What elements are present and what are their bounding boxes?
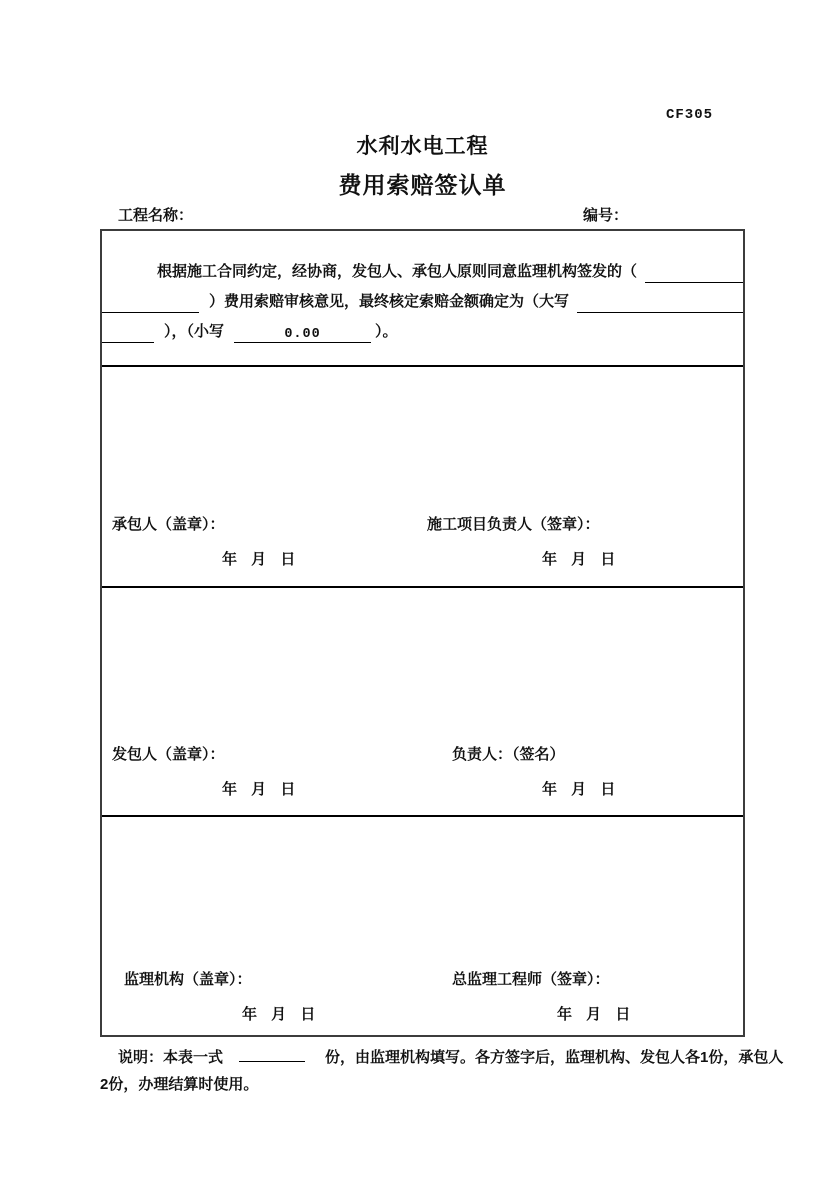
form-note [100,1044,784,1098]
form-code: CF305 [666,107,714,123]
construction-project-manager-signature-label: 施工项目负责人（签章）： [427,516,600,533]
agreement-line-2 [102,291,743,313]
construction-project-manager-date-field[interactable]: 年 月 日 [542,551,616,568]
contractor-seal-label: 承包人（盖章）： [112,516,225,533]
note-line-1 [100,1044,784,1071]
section-employer-signature [102,588,743,817]
project-name-label: 工程名称： [118,207,194,224]
section-contractor-signature [102,367,743,588]
section-agreement [102,231,743,367]
amount-lowercase-field[interactable] [234,322,371,343]
note-line-2: 2份，办理结算时使用。 [100,1076,259,1093]
employer-seal-label: 发包人（盖章）： [112,746,225,763]
chief-supervision-engineer-date-field[interactable]: 年 月 日 [557,1006,631,1023]
agreement-line-3 [102,321,743,343]
agreement-line3-suffix: ）。 [375,323,398,340]
supervision-organization-seal-label: 监理机构（盖章）： [124,971,252,988]
claim-doc-number-field[interactable] [645,262,743,283]
note-suffix-text: 份，由监理机构填写。各方签字后，监理机构、发包人各1份，承包人 [325,1049,784,1066]
contractor-date-field[interactable]: 年 月 日 [222,551,296,568]
chief-supervision-engineer-signature-label: 总监理工程师（签章）： [452,971,610,988]
claim-doc-number-field-continued[interactable] [102,292,199,313]
responsible-person-date-field[interactable]: 年 月 日 [542,781,616,798]
form-table [100,229,745,1037]
employer-date-field[interactable]: 年 月 日 [222,781,296,798]
document-title-line1: 水利水电工程 [356,135,489,158]
supervision-organization-date-field[interactable]: 年 月 日 [242,1006,316,1023]
agreement-line3-prefix: ），（小写 [164,323,225,340]
section-supervisor-signature [102,817,743,1033]
amount-uppercase-field[interactable] [577,292,743,313]
agreement-line2-text: ）费用索赔审核意见，最终核定索赔金额确定为（大写 [209,293,570,310]
document-title-line2: 费用索赔签认单 [338,172,507,198]
responsible-person-signature-label: 负责人：（签名） [452,746,565,763]
form-number-label: 编号： [583,207,629,224]
amount-uppercase-field-continued[interactable] [102,322,154,343]
note-prefix-text: 说明：本表一式 [118,1049,224,1066]
copies-count-field[interactable] [239,1045,305,1062]
agreement-line1-text: 根据施工合同约定，经协商，发包人、承包人原则同意监理机构签发的（ [157,263,638,280]
agreement-line-1 [102,261,743,283]
amount-lowercase-value: 0.00 [284,327,321,342]
